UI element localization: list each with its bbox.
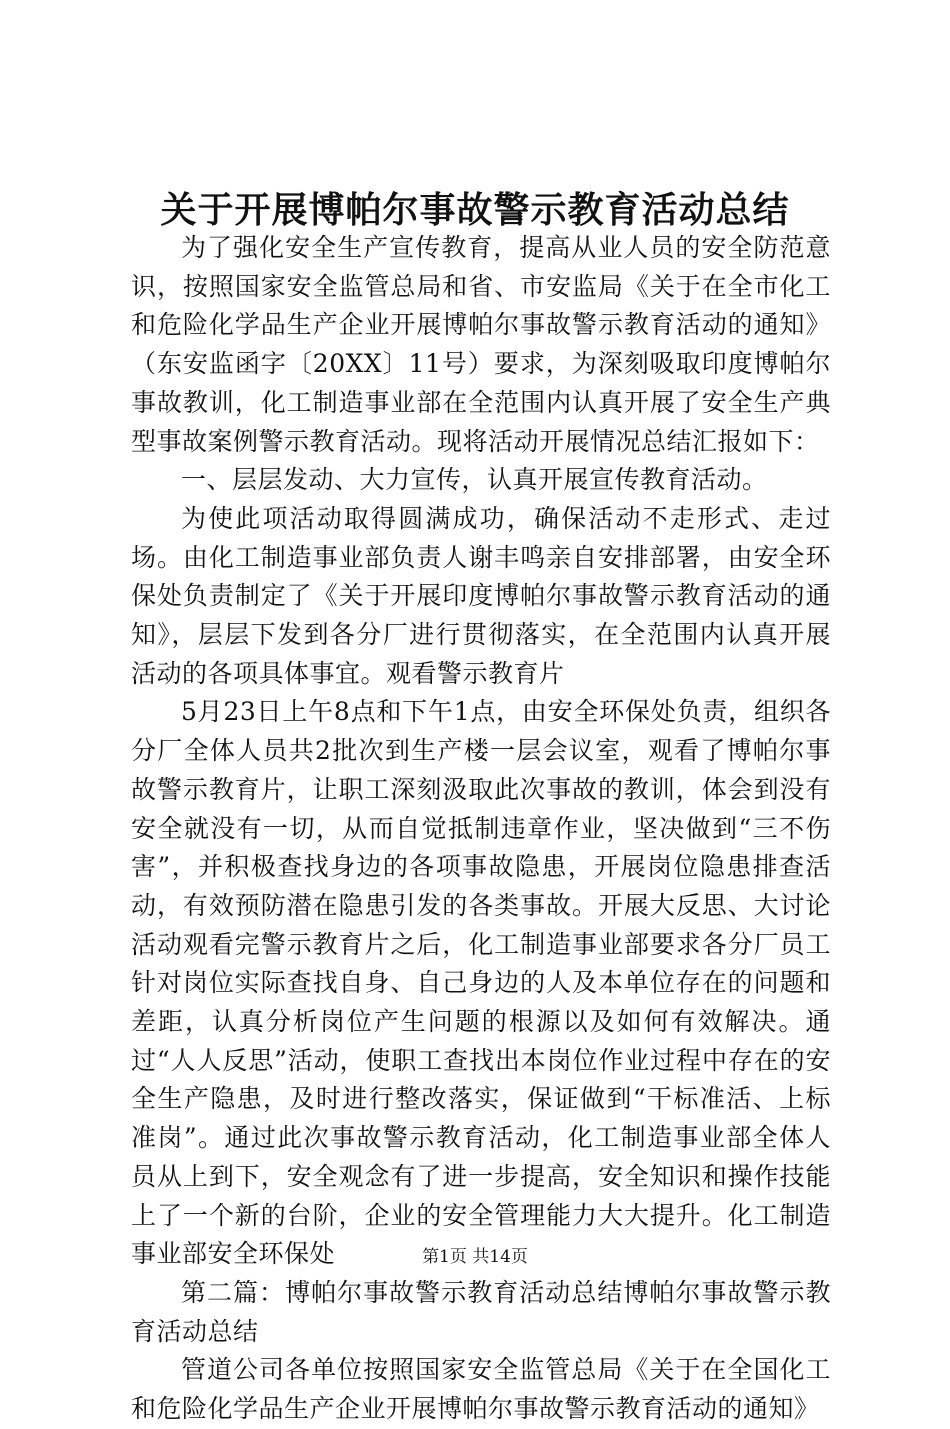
paragraph-second-article-intro: 管道公司各单位按照国家安全监管总局《关于在全国化工和危险化学品生产企业开展博帕尔事故警示教育活动的通知》 [131, 1355, 831, 1424]
paragraph-section-heading-1: 一、层层发动、大力宣传，认真开展宣传教育活动。 [181, 465, 768, 495]
document-title: 关于开展博帕尔事故警示教育活动总结 [160, 189, 790, 231]
paragraph-arrangement: 为使此项活动取得圆满成功，确保活动不走形式、走过场。由化工制造事业部负责人谢丰鸣亲自安排部署，由安全环保处负责制定了《关于开展印度博帕尔事故警示教育活动的通知》，层层下发到各分厂进行贯彻落实，在全范围内认真开展活动的各项具体事宜。观看警示教育片 [131, 503, 831, 688]
paragraph-second-article-heading: 第二篇：博帕尔事故警示教育活动总结博帕尔事故警示教育活动总结 [131, 1277, 831, 1346]
paragraph-intro: 为了强化安全生产宣传教育，提高从业人员的安全防范意识，按照国家安全监管总局和省、市安监局《关于在全市化工和危险化学品生产企业开展博帕尔事故警示教育活动的通知》（东安监函字〔20XX〕11号）要求，为深刻吸取印度博帕尔事故教训，化工制造事业部在全范围内认真开展了安全生产典型事故案例警示教育活动。现将活动开展情况总结汇报如下： [131, 233, 831, 456]
page-number: 第1页 共14页 [422, 1247, 528, 1267]
paragraph-activity-details: 5月23日上午8点和下午1点，由安全环保处负责，组织各分厂全体人员共2批次到生产楼一层会议室，观看了博帕尔事故警示教育片，让职工深刻汲取此次事故的教训，体会到没有安全就没有一切，从而自觉抵制违章作业，坚决做到“三不伤害”，并积极查找身边的各项事故隐患，开展岗位隐患排查活动，有效预防潜在隐患引发的各类事故。开展大反思、大讨论活动观看完警示教育片之后，化工制造事业部要求各分厂员工针对岗位实际查找自身、自己身边的人及本单位存在的问题和差距，认真分析岗位产生问题的根源以及如何有效解决。通过“人人反思”活动，使职工查找出本岗位作业过程中存在的安全生产隐患，及时进行整改落实，保证做到“干标准活、上标准岗”。通过此次事故警示教育活动，化工制造事业部全体人员从上到下，安全观念有了进一步提高，安全知识和操作技能上了一个新的台阶，企业的安全管理能力大大提升。化工制造事业部安全环保处 [131, 697, 831, 1269]
